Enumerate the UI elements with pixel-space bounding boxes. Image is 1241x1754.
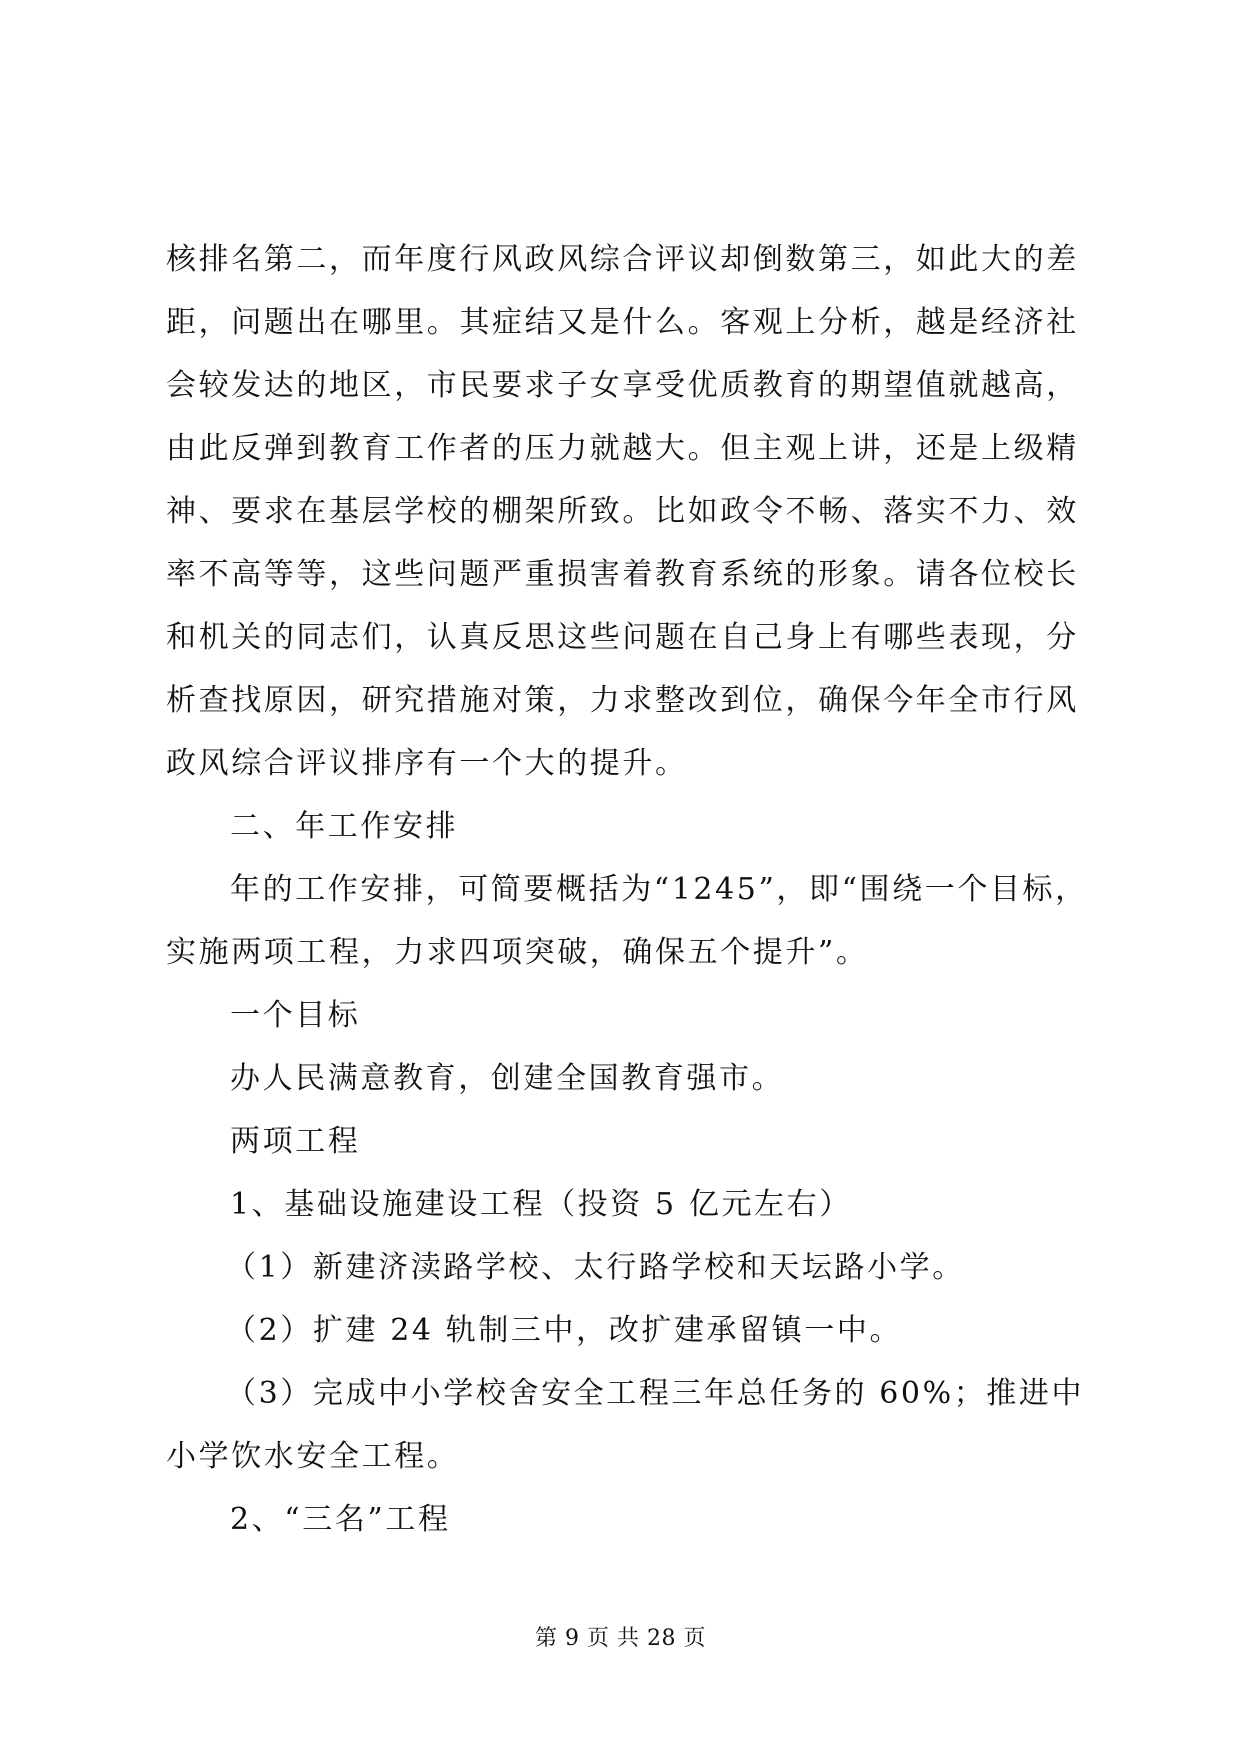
paragraph-line: 率不高等等，这些问题严重损害着教育系统的形象。请各位校长 xyxy=(166,557,1079,592)
subsection-heading: 两项工程 xyxy=(230,1124,361,1159)
list-item: （1）新建济渎路学校、太行路学校和天坛路小学。 xyxy=(226,1250,965,1285)
paragraph-line: 政风综合评议排序有一个大的提升。 xyxy=(166,746,688,781)
paragraph-line: 会较发达的地区，市民要求子女享受优质教育的期望值就越高， xyxy=(166,368,1079,403)
page-number-footer: 第 9 页 共 28 页 xyxy=(535,1626,706,1651)
paragraph-line: 办人民满意教育，创建全国教育强市。 xyxy=(230,1061,785,1096)
paragraph-line: 实施两项工程，力求四项突破，确保五个提升”。 xyxy=(166,935,869,970)
list-heading: 2、“三名”工程 xyxy=(230,1502,451,1537)
list-item: （3）完成中小学校舍安全工程三年总任务的 60%；推进中 xyxy=(226,1376,1085,1411)
paragraph-line: 析查找原因，研究措施对策，力求整改到位，确保今年全市行风 xyxy=(166,683,1079,718)
paragraph-line: 距，问题出在哪里。其症结又是什么。客观上分析，越是经济社 xyxy=(166,305,1079,340)
paragraph-line: 核排名第二，而年度行风政风综合评议却倒数第三，如此大的差 xyxy=(166,242,1079,277)
paragraph-line: 神、要求在基层学校的棚架所致。比如政令不畅、落实不力、效 xyxy=(166,494,1079,529)
document-body xyxy=(166,228,1086,1551)
paragraph-line: 小学饮水安全工程。 xyxy=(166,1439,460,1474)
subsection-heading: 一个目标 xyxy=(230,998,361,1033)
list-heading: 1、基础设施建设工程（投资 5 亿元左右） xyxy=(230,1187,852,1222)
paragraph-line: 和机关的同志们，认真反思这些问题在自己身上有哪些表现，分 xyxy=(166,620,1079,655)
paragraph-line: 年的工作安排，可简要概括为“1245”，即“围绕一个目标， xyxy=(230,872,1088,907)
section-heading: 二、年工作安排 xyxy=(230,809,459,844)
list-item: （2）扩建 24 轨制三中，改扩建承留镇一中。 xyxy=(226,1313,903,1348)
paragraph-line: 由此反弹到教育工作者的压力就越大。但主观上讲，还是上级精 xyxy=(166,431,1079,466)
